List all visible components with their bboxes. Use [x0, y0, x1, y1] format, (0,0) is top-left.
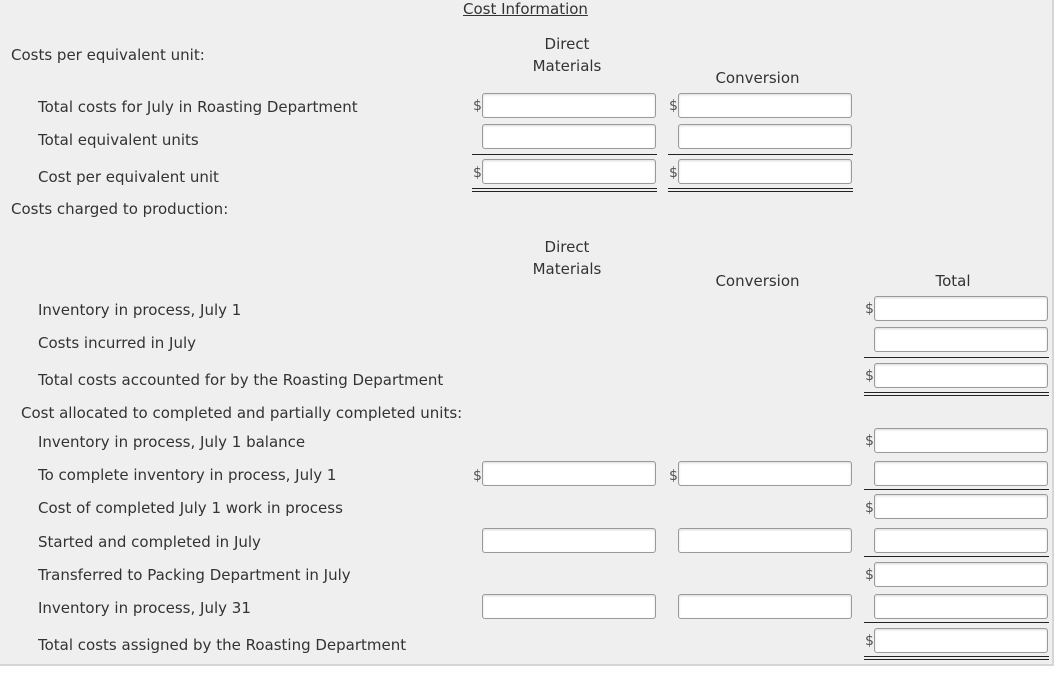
cost-completed-wip-total-input[interactable]	[874, 494, 1048, 519]
inventory-july-31-dm-input[interactable]	[482, 594, 656, 619]
currency-symbol: $	[865, 633, 874, 649]
currency-symbol: $	[669, 468, 678, 484]
currency-symbol: $	[473, 98, 482, 114]
total-costs-conversion-input[interactable]	[678, 93, 852, 118]
divider-line	[864, 489, 1049, 490]
cost-information-link[interactable]: Cost Information	[463, 0, 588, 18]
inventory-july-31-total-input[interactable]	[874, 594, 1048, 619]
costs-incurred-total-input[interactable]	[874, 327, 1048, 352]
double-underline	[668, 188, 853, 189]
equivalent-units-dm-input[interactable]	[482, 124, 656, 149]
double-underline	[472, 188, 657, 189]
started-completed-conversion-input[interactable]	[678, 528, 852, 553]
currency-symbol: $	[669, 98, 678, 114]
divider-line	[864, 357, 1049, 358]
column-header-direct-line: Direct	[544, 238, 590, 256]
currency-symbol: $	[865, 500, 874, 516]
row-label-cost-of-completed-wip: Cost of completed July 1 work in process	[38, 499, 343, 517]
total-costs-accounted-input[interactable]	[874, 363, 1048, 388]
started-completed-dm-input[interactable]	[482, 528, 656, 553]
double-underline	[864, 392, 1049, 393]
column-header-total: Total	[935, 272, 971, 290]
divider-line	[864, 556, 1049, 557]
currency-symbol: $	[865, 433, 874, 449]
to-complete-total-input[interactable]	[874, 461, 1048, 486]
total-costs-dm-input[interactable]	[482, 93, 656, 118]
row-label-costs-incurred-july: Costs incurred in July	[38, 334, 197, 352]
divider-line	[864, 622, 1049, 623]
subsection-title-cost-allocated: Cost allocated to completed and partially completed units:	[21, 404, 463, 422]
column-header-direct-line: Direct	[544, 35, 590, 53]
row-label-cost-per-equivalent-unit: Cost per equivalent unit	[38, 168, 219, 186]
currency-symbol: $	[865, 368, 874, 384]
divider-line	[472, 154, 657, 155]
column-header-materials-line: Materials	[532, 260, 602, 278]
column-header-materials-line: Materials	[532, 57, 602, 75]
row-label-total-costs-assigned: Total costs assigned by the Roasting Department	[38, 636, 407, 654]
row-label-transferred-to-packing: Transferred to Packing Department in July	[38, 566, 351, 584]
currency-symbol: $	[473, 468, 482, 484]
column-header-conversion: Conversion	[715, 272, 800, 290]
currency-symbol: $	[473, 165, 482, 181]
transferred-total-input[interactable]	[874, 562, 1048, 587]
column-header-conversion: Conversion	[715, 69, 800, 87]
inventory-balance-total-input[interactable]	[874, 428, 1048, 453]
row-label-total-costs-july: Total costs for July in Roasting Department	[38, 98, 358, 116]
started-completed-total-input[interactable]	[874, 528, 1048, 553]
double-underline	[864, 395, 1049, 396]
inventory-july-1-total-input[interactable]	[874, 296, 1048, 321]
row-label-total-costs-accounted: Total costs accounted for by the Roasting Department	[38, 371, 444, 389]
section-title-costs-charged-to-production: Costs charged to production:	[11, 200, 229, 218]
currency-symbol: $	[865, 567, 874, 583]
row-label-total-equivalent-units: Total equivalent units	[38, 131, 199, 149]
cost-per-unit-dm-input[interactable]	[482, 159, 656, 184]
row-label-inventory-july-1: Inventory in process, July 1	[38, 301, 242, 319]
inventory-july-31-conversion-input[interactable]	[678, 594, 852, 619]
double-underline	[864, 659, 1049, 660]
row-label-to-complete-inventory: To complete inventory in process, July 1	[38, 466, 337, 484]
to-complete-dm-input[interactable]	[482, 461, 656, 486]
section-title-costs-per-equivalent-unit: Costs per equivalent unit:	[11, 46, 205, 64]
row-label-inventory-july-1-balance: Inventory in process, July 1 balance	[38, 433, 306, 451]
to-complete-conversion-input[interactable]	[678, 461, 852, 486]
currency-symbol: $	[865, 301, 874, 317]
equivalent-units-conversion-input[interactable]	[678, 124, 852, 149]
total-costs-assigned-input[interactable]	[874, 628, 1048, 653]
row-label-started-and-completed: Started and completed in July	[38, 533, 261, 551]
double-underline	[668, 191, 853, 192]
column-header-direct-materials	[512, 236, 622, 280]
double-underline	[864, 656, 1049, 657]
column-header-direct-materials	[512, 33, 622, 77]
currency-symbol: $	[669, 165, 678, 181]
row-label-inventory-july-31: Inventory in process, July 31	[38, 599, 251, 617]
double-underline	[472, 191, 657, 192]
cost-per-unit-conversion-input[interactable]	[678, 159, 852, 184]
divider-line	[668, 154, 853, 155]
